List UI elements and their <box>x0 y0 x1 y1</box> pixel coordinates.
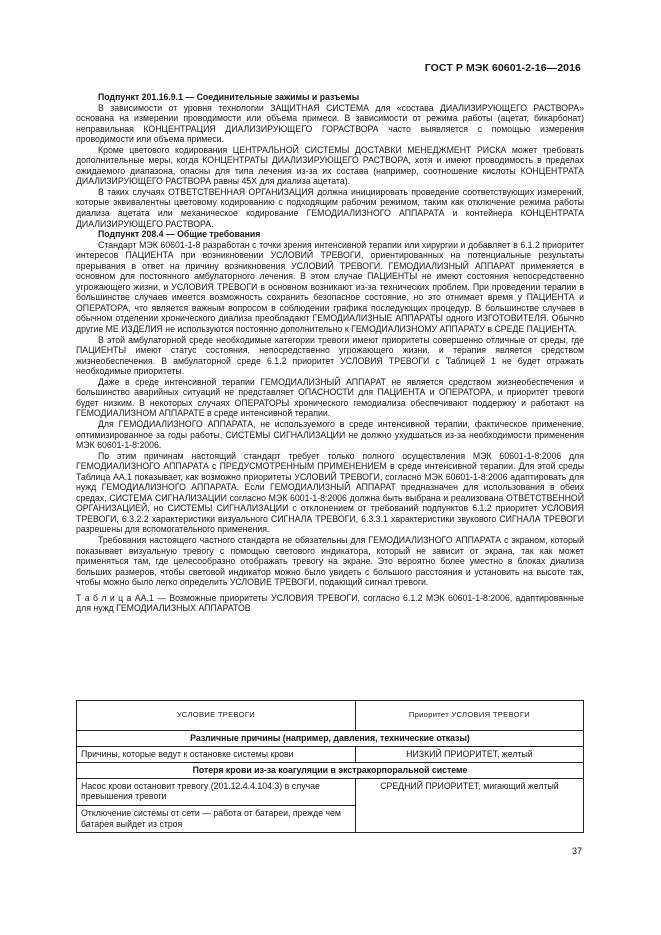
body-text <box>76 92 584 614</box>
table-row <box>77 746 584 763</box>
paragraph: Даже в среде интенсивной терапии ГЕМОДИАЛИЗНЫЙ АППАРАТ не является средством жизнеобеспечения и большинство аварийных ситуаций не представляет ОПАСНОСТИ для ПАЦИЕНТА и ОПЕРАТОРА, и приоритет тревоги будет низким. В некоторых случаях ОПЕРАТОРЫ хронического гемодиализа обеспечивают поддержку и работают на ГЕМОДИАЛИЗНОМ АППАРАТЕ в среде интенсивной терапии. <box>76 376 584 419</box>
paragraph: Требования настоящего частного стандарта не обязательны для ГЕМОДИАЛИЗНОГО АППАРАТА с экраном, который показывает визуальную тревогу с помощью светового индикатора, который не зависит от экрана, так как может применяться там, где целесообразно отображать тревогу на экране. Это вероятно более уместно в блоках диализа больших размеров, чтобы световой индикатор можно было увидеть с большого расстояния и установить на высоте так, чтобы можно было легко определить УСЛОВИЕ ТРЕВОГИ, подающий сигнал тревоги. <box>76 534 584 588</box>
section-heading: Различные причины (например, давления, технические отказы) <box>77 731 584 747</box>
table-section-row <box>77 731 584 747</box>
table-section-row <box>77 763 584 779</box>
document-header: ГОСТ Р МЭК 60601-2-16—2016 <box>424 62 581 74</box>
clause-heading: Подпункт 208.4 — Общие требования <box>98 229 261 240</box>
section-heading: Потеря крови из-за коагуляции в экстракорпоральной системе <box>77 763 584 779</box>
paragraph: В таких случаях ОТВЕТСТВЕННАЯ ОРГАНИЗАЦИЯ должна инициировать проведение соответствующих измерений, которые эквивалентны цветовому кодированию с подходящим рабочим режимом, таким как отключение режима работы диализа ацетата или механическое кодирование ГЕМОДИАЛИЗНОГО АППАРАТА и контейнера КОНЦЕНТРАТА ДИАЛИЗИРУЮЩЕГО РАСТВОРА. <box>76 186 584 229</box>
paragraph: В зависимости от уровня технологии ЗАЩИТНАЯ СИСТЕМА для «состава ДИАЛИЗИРУЮЩЕГО РАСТВОРА» основана на измерении проводимости или объема примеси. В зависимости от режима работы (ацетат, бикарбонат) неправильная КОНЦЕНТРАЦИЯ ДИАЛИЗИРУЮЩЕГО ГОРАСТВОРА часто выявляется с помощью измерения проводимости или объема примеси. <box>76 102 584 145</box>
table-header-row <box>77 701 584 731</box>
page-number: 37 <box>571 846 582 856</box>
table-cell: Насос крови остановит тревогу (201.12.4.4.104.3) в случае превышения тревоги <box>77 778 356 805</box>
table-cell: Отключение системы от сети — работа от батареи, прежде чем батарея выйдет из строя <box>77 805 356 832</box>
paragraph: Стандарт МЭК 60601-1-8 разработан с точки зрения интенсивной терапии или хирургии и добавляет в 6.1.2 приоритет интересов ПАЦИЕНТА при возникновении УСЛОВИЙ ТРЕВОГИ, ориентированных на потенциальные результаты прерывания в ответ на причину возникновения УСЛОВИЙ ТРЕВОГИ. ГЕМОДИАЛИЗНЫЙ АППАРАТ применяется в основном для постоянного амбулаторного лечения. В этом случае ПАЦИЕНТЫ не имеют состояния непосредственно угрожающего жизни, и УСЛОВИЯ ТРЕВОГИ в основном возникают из-за технических проблем. При проведении терапии в большинстве случаев имеется возможность сохранить безопасное состояние, но это отнимает время у ПАЦИЕНТА и ОПЕРАТОРА, что является важным вопросом в соблюдении графика последующих процедур. В большинстве случаев в обычном отделении хронического диализа преобладают ГЕМОДИАЛИЗНЫЕ АППАРАТЫ одного ИЗГОТОВИТЕЛЯ. Обычно другие МЕ ИЗДЕЛИЯ не используются постоянно дополнительно к ГЕМОДИАЛИЗНОМУ АППАРАТУ в СРЕДЕ ПАЦИЕНТА. <box>76 239 584 335</box>
col-header-alarm-condition: УСЛОВИЕ ТРЕВОГИ <box>77 701 356 731</box>
table-caption-text: АА.1 — Возможные приоритеты УСЛОВИЯ ТРЕВОГИ, согласно 6.1.2 МЭК 60601-1-8:2006, адаптированные для нужд ГЕМОДИАЛИЗНЫХ АППАРАТОВ <box>76 592 584 614</box>
table-caption-label: Т а б л и ц а <box>76 592 132 603</box>
col-header-alarm-priority: Приоритет УСЛОВИЯ ТРЕВОГИ <box>355 701 583 731</box>
alarm-priority-table <box>76 700 584 833</box>
table-cell: НИЗКИЙ ПРИОРИТЕТ, желтый <box>355 746 583 763</box>
paragraph: В этой амбулаторной среде необходимые категории тревоги имеют приоритеты совершенно отличные от среды, где ПАЦИЕНТЫ имеют статус состояния, непосредственно угрожающего жизни, и терапия является средством жизнеобеспечения. В амбулаторной среде 6.1.2 приоритет УСЛОВИЯ ТРЕВОГИ с Таблицей 1 не будет отражать необходимые приоритеты. <box>76 334 584 377</box>
clause-heading: Подпункт 201.16.9.1 — Соединительные зажимы и разъемы <box>98 92 360 102</box>
table-cell: СРЕДНИЙ ПРИОРИТЕТ, мигающий желтый <box>355 778 583 832</box>
table-caption <box>76 593 584 614</box>
paragraph: По этим причинам настоящий стандарт требует только полного осуществления МЭК 60601-1-8:2006 для ГЕМОДИАЛИЗНОГО АППАРАТА с ПРЕДУСМОТРЕННЫМ ПРИМЕНЕНИЕМ в среде интенсивной терапии. Для этой среды Таблица АА.1 показывает, как возможно приоритеты УСЛОВИЙ ТРЕВОГИ, согласно МЭК 60601-1-8:2006 адаптировать для нужд ГЕМОДИАЛИЗНОГО АППАРАТА. Если ГЕМОДИАЛИЗНЫЙ АППАРАТ предназначен для использования в обеих средах, СИСТЕМА СИГНАЛИЗАЦИИ согласно МЭК 6001-1-8:2006 должна быть выбрана и реализована ОТВЕТСТВЕННОЙ ОРГАНИЗАЦИЕЙ, но СИСТЕМЫ СИГНАЛИЗАЦИИ с отклонением от требований подпунктов 6.1.2 приоритет УСЛОВИЯ ТРЕВОГИ, 6.3.2.2 характеристики визуального СИГНАЛА ТРЕВОГИ, 6.3.3.1 характеристики звукового СИГНАЛА ТРЕВОГИ разрешены для вспомогательного применения. <box>76 450 584 535</box>
table-cell: Причины, которые ведут к остановке системы крови <box>77 746 356 763</box>
paragraph: Для ГЕМОДИАЛИЗНОГО АППАРАТА, не используемого в среде интенсивной терапии, фактическое применение, оптимизированное за годы работы, СИСТЕМЫ СИГНАЛИЗАЦИИ не должно ухудшаться из-за необходимости применения МЭК 60601-1-8:2006. <box>76 418 584 451</box>
table-row <box>77 778 584 805</box>
paragraph: Кроме цветового кодирования ЦЕНТРАЛЬНОЙ СИСТЕМЫ ДОСТАВКИ МЕНЕДЖМЕНТ РИСКА может требовать дополнительные меры, когда КОНЦЕНТРАТЫ ДИАЛИЗИРУЮЩЕГО РАСТВОРА, хотя и имеют проводимость в пределах ожидаемого диапазона, опасны для типа лечения из-за их состава (например, соотношение кислоты КОНЦЕНТРАТА ДИАЛИЗИРУЮЩЕГО РАСТВОРА равны 45Х для диализа ацетата). <box>76 144 584 187</box>
